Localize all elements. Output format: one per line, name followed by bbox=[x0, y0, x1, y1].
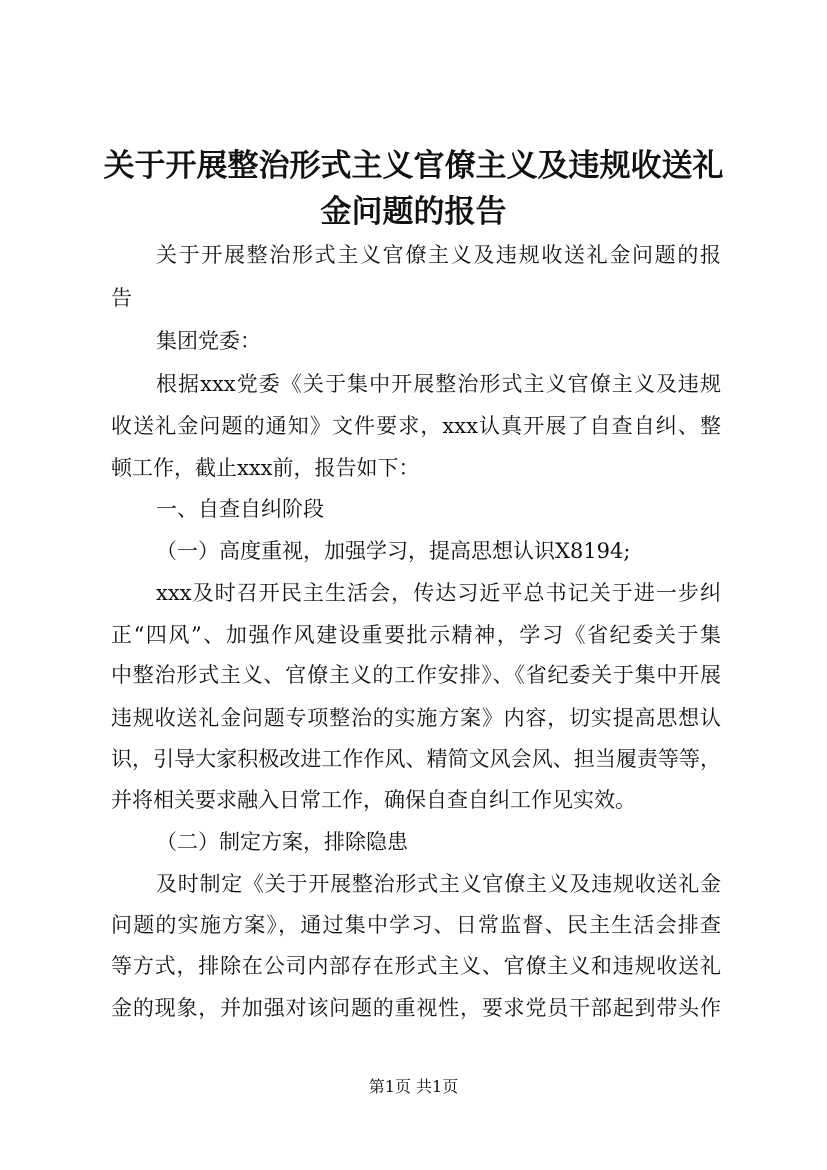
paragraph-line: 收送礼金问题的通知》文件要求，xxx认真开展了自查自纠、整 bbox=[111, 414, 721, 438]
section-heading: 一、自查自纠阶段 bbox=[156, 497, 324, 521]
paragraph-line: xxx及时召开民主生活会，传达习近平总书记关于进一步纠 bbox=[156, 581, 721, 605]
paragraph-line: 识，引导大家积极改进工作作风、精简文风会风、担当履责等等， bbox=[111, 747, 721, 771]
document-title-line-2: 金问题的报告 bbox=[320, 194, 507, 230]
paragraph-line: 中整治形式主义、官僚主义的工作安排》、《省纪委关于集中开展 bbox=[111, 663, 721, 687]
paragraph-line: 正“四风”、加强作风建设重要批示精神，学习《省纪委关于集 bbox=[111, 623, 721, 647]
paragraph-line: 及时制定《关于开展整治形式主义官僚主义及违规收送礼金 bbox=[156, 872, 721, 896]
paragraph-line: 金的现象，并加强对该问题的重视性，要求党员干部起到带头作 bbox=[111, 996, 721, 1020]
paragraph-line: 顿工作，截止xxx前，报告如下： bbox=[111, 456, 420, 480]
document-title-line-1: 关于开展整治形式主义官僚主义及违规收送礼 bbox=[103, 148, 724, 184]
paragraph-line: 告 bbox=[111, 286, 132, 310]
paragraph-line: 关于开展整治形式主义官僚主义及违规收送礼金问题的报 bbox=[156, 243, 721, 267]
page-footer: 第1页 共1页 bbox=[368, 1077, 459, 1096]
paragraph-line: 等方式，排除在公司内部存在形式主义、官僚主义和违规收送礼 bbox=[111, 954, 721, 978]
paragraph-line: 并将相关要求融入日常工作，确保自查自纠工作见实效。 bbox=[111, 788, 636, 812]
paragraph-line: 违规收送礼金问题专项整治的实施方案》内容，切实提高思想认 bbox=[111, 706, 721, 730]
subsection-heading: （二）制定方案，排除隐患 bbox=[156, 830, 408, 854]
subsection-heading: （一）高度重视，加强学习，提高思想认识X8194; bbox=[156, 539, 631, 563]
paragraph-line: 根据xxx党委《关于集中开展整治形式主义官僚主义及违规 bbox=[156, 372, 721, 396]
paragraph-line: 问题的实施方案》，通过集中学习、日常监督、民主生活会排查 bbox=[111, 913, 721, 937]
paragraph-line: 集团党委： bbox=[156, 329, 261, 353]
